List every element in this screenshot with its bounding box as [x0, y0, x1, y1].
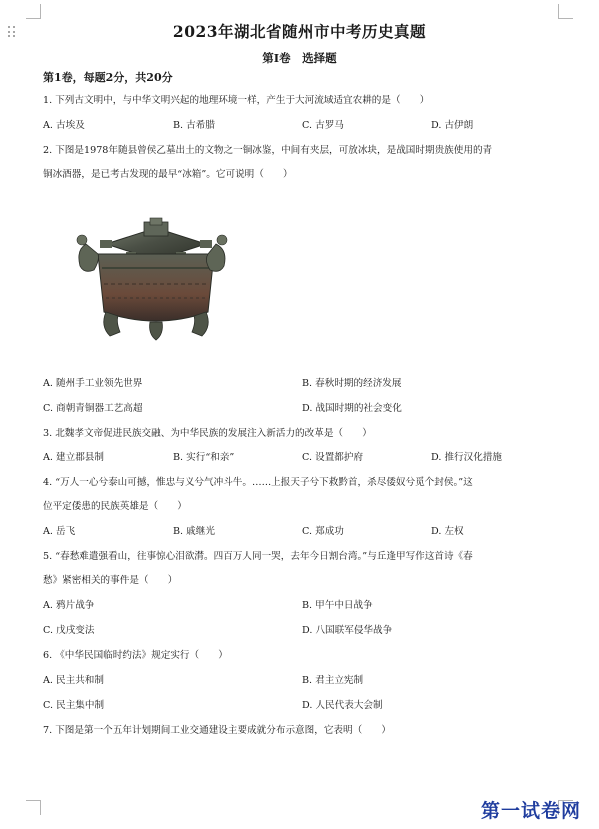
- question-2-option-c: C. 商朝青铜器工艺高超: [43, 403, 143, 414]
- question-3-option-a: A. 建立郡县制: [43, 452, 104, 463]
- crop-mark-bottom-left: [26, 800, 41, 815]
- question-4-stem-line-1: 4. “万人一心兮泰山可撼，惟忠与义兮气冲斗牛。……上报天子兮下救黔首，杀尽倭奴兮觅个封侯。”这: [43, 477, 473, 488]
- question-5-option-a: A. 鸦片战争: [43, 600, 95, 611]
- page-title: 2023年湖北省随州市中考历史真题: [172, 22, 427, 41]
- question-2-option-d: D. 战国时期的社会变化: [302, 403, 402, 414]
- question-5-option-b: B. 甲午中日战争: [302, 600, 373, 611]
- question-1-option-c: C. 古罗马: [302, 120, 344, 131]
- question-1-stem: 1. 下列古文明中，与中华文明兴起的地理环境一样，产生于大河流域适宜农耕的是（ ）: [43, 95, 430, 106]
- question-1-option-a: A. 古埃及: [43, 120, 85, 131]
- question-4-stem-line-2: 位平定倭患的民族英雄是（ ）: [43, 501, 187, 512]
- question-5-stem-line-2: 愁》紧密相关的事件是（ ）: [43, 575, 178, 586]
- question-3-option-c: C. 设置都护府: [302, 452, 364, 463]
- crop-mark-top-right: [558, 4, 573, 19]
- question-2-option-a: A. 随州手工业领先世界: [43, 378, 143, 389]
- question-5-option-d: D. 八国联军侵华战争: [302, 625, 393, 636]
- crop-mark-top-left: [26, 4, 41, 19]
- question-1-option-b: B. 古希腊: [173, 120, 215, 131]
- question-7-stem: 7. 下图是第一个五年计划期间工业交通建设主要成就分布示意图，它表明（ ）: [43, 725, 391, 736]
- page-subtitle: 第I卷 选择题: [262, 51, 337, 65]
- question-5-option-c: C. 戊戌变法: [43, 625, 95, 636]
- section-header: 第1卷，每题2分，共20分: [43, 71, 173, 84]
- question-6-option-d: D. 人民代表大会制: [302, 700, 383, 711]
- question-2-option-b: B. 春秋时期的经济发展: [302, 378, 402, 389]
- question-4-option-b: B. 戚继光: [173, 526, 215, 537]
- question-6-option-a: A. 民主共和制: [43, 675, 104, 686]
- question-2-stem-line-2: 铜冰酒器，是已考古发现的最早“冰箱”。它可说明（ ）: [43, 169, 293, 180]
- question-4-option-c: C. 郑成功: [302, 526, 344, 537]
- question-6-option-b: B. 君主立宪制: [302, 675, 364, 686]
- question-3-stem: 3. 北魏孝文帝促进民族交融、为中华民族的发展注入新活力的改革是（ ）: [43, 428, 372, 439]
- question-4-option-d: D. 左权: [431, 526, 464, 537]
- question-3-option-b: B. 实行“和亲”: [173, 452, 235, 463]
- bronze-ice-vessel-image: [66, 214, 236, 344]
- question-5-stem-line-1: 5. “春愁难遣强看山，往事惊心泪欲潸。四百万人同一哭，去年今日割台湾。”与丘逢甲写作这首诗《春: [43, 551, 473, 562]
- question-6-stem: 6. 《中华民国临时约法》规定实行（ ）: [43, 650, 228, 661]
- question-4-option-a: A. 岳飞: [43, 526, 76, 537]
- question-2-stem-line-1: 2. 下图是1978年随县曾侯乙墓出土的文物之一铜冰鉴，中间有夹层，可放冰块，是战国时期贵族使用的青: [43, 145, 493, 156]
- question-3-option-d: D. 推行汉化措施: [431, 452, 503, 463]
- question-1-option-d: D. 古伊朗: [431, 120, 474, 131]
- site-watermark-logo: 第一试卷网: [480, 800, 581, 822]
- question-6-option-c: C. 民主集中制: [43, 700, 105, 711]
